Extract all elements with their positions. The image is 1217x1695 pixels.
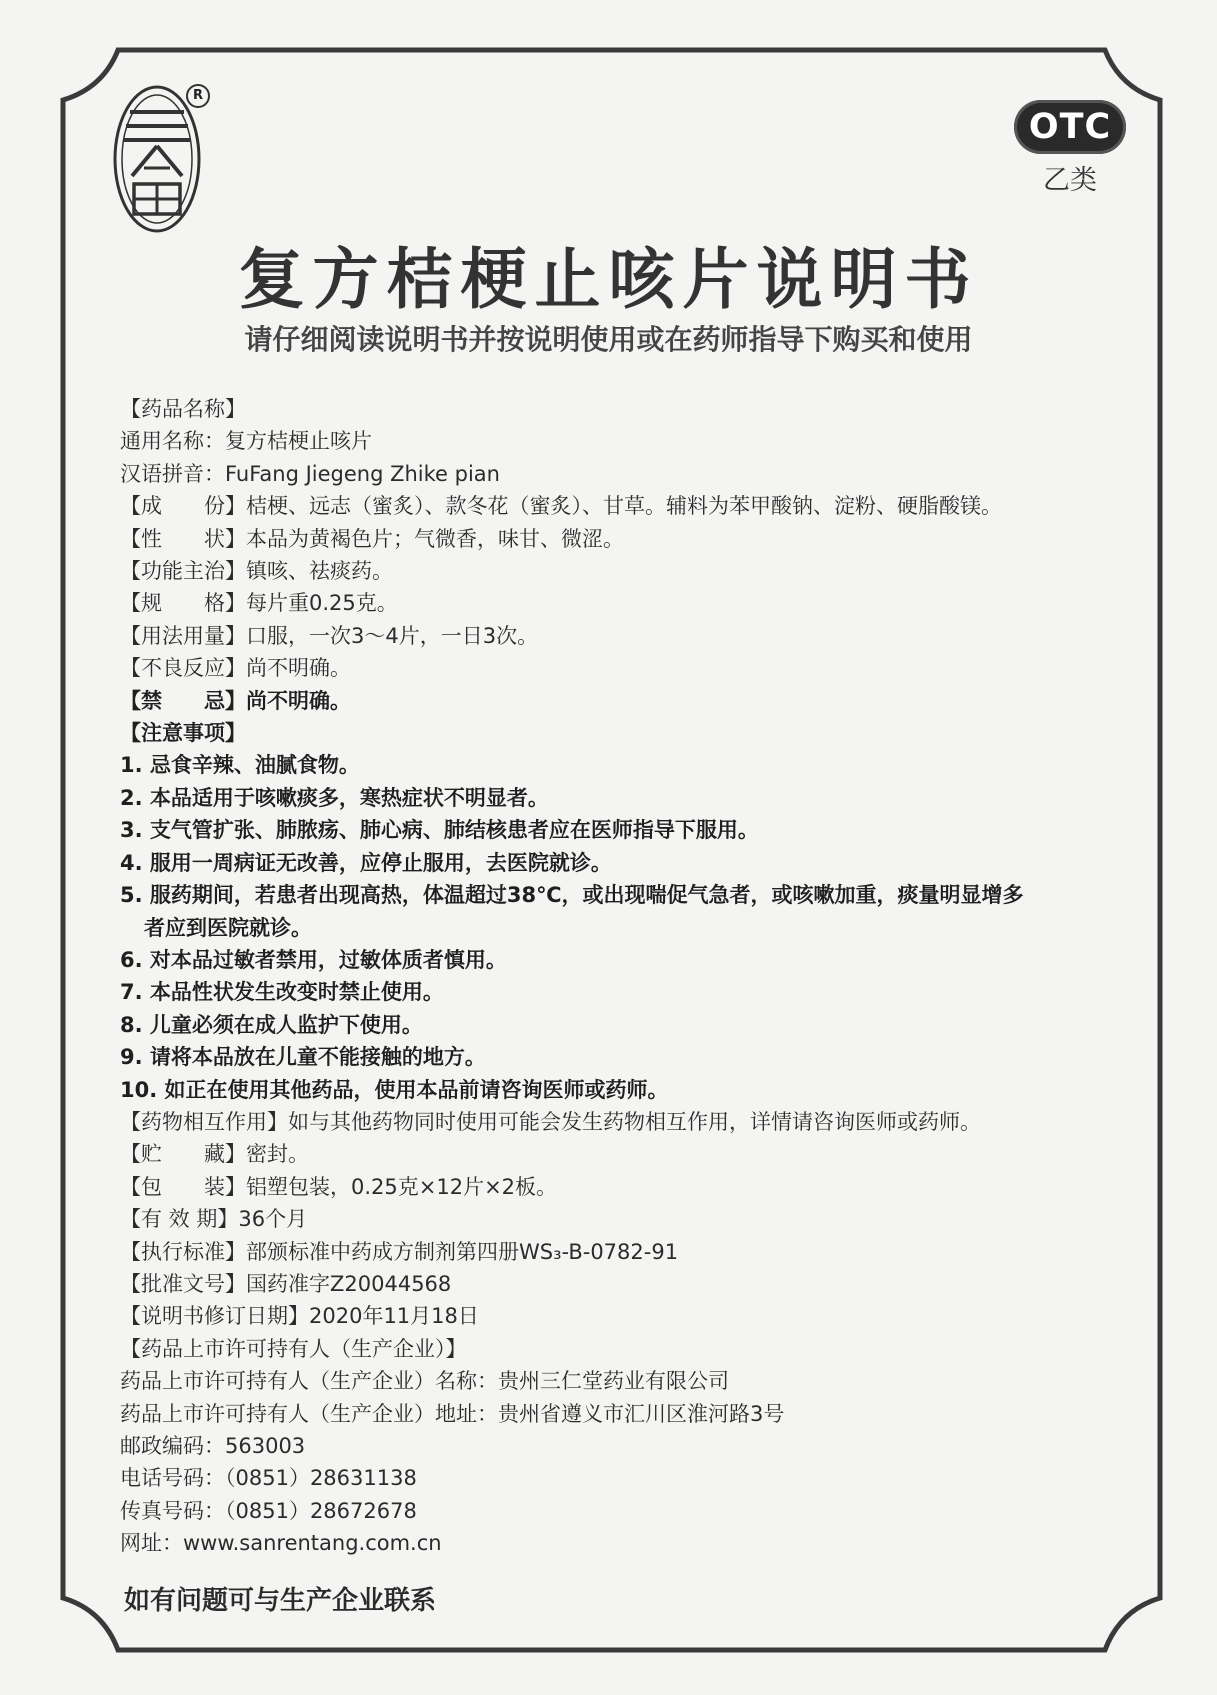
precaution-item: 2. 本品适用于咳嗽痰多，寒热症状不明显者。 bbox=[120, 785, 549, 810]
website: 网址：www.sanrentang.com.cn bbox=[120, 1531, 442, 1556]
holder-address: 药品上市许可持有人（生产企业）地址：贵州省遵义市汇川区淮河路3号 bbox=[120, 1401, 785, 1426]
precautions-heading: 【注意事项】 bbox=[120, 721, 246, 746]
execution-standard: 【执行标准】部颁标准中药成方制剂第四册WS₃-B-0782-91 bbox=[120, 1239, 679, 1264]
properties: 【性 状】本品为黄褐色片；气微香，味甘、微涩。 bbox=[120, 526, 624, 551]
drug-name-heading: 【药品名称】 bbox=[120, 397, 246, 421]
holder-name: 药品上市许可持有人（生产企业）名称：贵州三仁堂药业有限公司 bbox=[120, 1369, 729, 1394]
precaution-item: 10. 如正在使用其他药品，使用本品前请咨询医师或药师。 bbox=[120, 1077, 669, 1102]
indications: 【功能主治】镇咳、祛痰药。 bbox=[120, 559, 393, 584]
holder-heading: 【药品上市许可持有人（生产企业）】 bbox=[120, 1336, 467, 1361]
validity-period: 【有 效 期】36个月 bbox=[120, 1207, 308, 1232]
approval-number: 【批准文号】国药准字Z20044568 bbox=[120, 1271, 452, 1296]
document-subtitle: 请仔细阅读说明书并按说明使用或在药师指导下购买和使用 bbox=[244, 323, 973, 356]
generic-name: 通用名称：复方桔梗止咳片 bbox=[120, 429, 372, 454]
specification: 【规 格】每片重0.25克。 bbox=[120, 591, 398, 616]
precaution-item: 9. 请将本品放在儿童不能接触的地方。 bbox=[120, 1045, 486, 1070]
phone-number: 电话号码：（0851）28631138 bbox=[120, 1466, 417, 1491]
drug-interactions: 【药物相互作用】如与其他药物同时使用可能会发生药物相互作用，详情请咨询医师或药师。 bbox=[120, 1109, 981, 1134]
leaflet-content bbox=[120, 393, 1130, 1560]
postcode: 邮政编码：563003 bbox=[120, 1434, 306, 1458]
precaution-item: 3. 支气管扩张、肺脓疡、肺心病、肺结核患者应在医师指导下服用。 bbox=[120, 818, 759, 843]
dosage: 【用法用量】口服，一次3～4片，一日3次。 bbox=[120, 623, 539, 648]
precaution-item: 1. 忌食辛辣、油腻食物。 bbox=[120, 753, 360, 778]
precaution-item: 7. 本品性状发生改变时禁止使用。 bbox=[120, 980, 444, 1005]
otc-badge: OTC bbox=[1014, 100, 1126, 154]
pinyin-name: 汉语拼音：FuFang Jiegeng Zhike pian bbox=[120, 461, 500, 486]
document-title: 复方桔梗止咳片说明书 bbox=[238, 241, 979, 318]
precaution-item: 8. 儿童必须在成人监护下使用。 bbox=[120, 1012, 423, 1037]
precaution-item: 5. 服药期间，若患者出现高热，体温超过38℃，或出现喘促气急者，或咳嗽加重，痰量明显增多 bbox=[120, 883, 1024, 908]
sanrentang-logo bbox=[112, 84, 202, 234]
ingredients: 【成 份】桔梗、远志（蜜炙）、款冬花（蜜炙）、甘草。辅料为苯甲酸钠、淀粉、硬脂酸镁。 bbox=[120, 494, 1002, 519]
package: 【包 装】铝塑包装，0.25克×12片×2板。 bbox=[120, 1174, 558, 1199]
fax-number: 传真号码：（0851）28672678 bbox=[120, 1498, 417, 1523]
precaution-item-continued: 者应到医院就诊。 bbox=[144, 915, 312, 940]
storage: 【贮 藏】密封。 bbox=[120, 1142, 309, 1167]
registered-mark-icon: R bbox=[186, 84, 210, 108]
revision-date: 【说明书修订日期】2020年11月18日 bbox=[120, 1304, 479, 1329]
adverse-reactions: 【不良反应】尚不明确。 bbox=[120, 656, 351, 681]
contact-note: 如有问题可与生产企业联系 bbox=[124, 1586, 437, 1616]
precaution-item: 4. 服用一周病证无改善，应停止服用，去医院就诊。 bbox=[120, 850, 612, 875]
precaution-item: 6. 对本品过敏者禁用，过敏体质者慎用。 bbox=[120, 947, 507, 972]
contraindications: 【禁 忌】尚不明确。 bbox=[120, 688, 351, 713]
otc-class-label: 乙类 bbox=[1043, 165, 1097, 196]
